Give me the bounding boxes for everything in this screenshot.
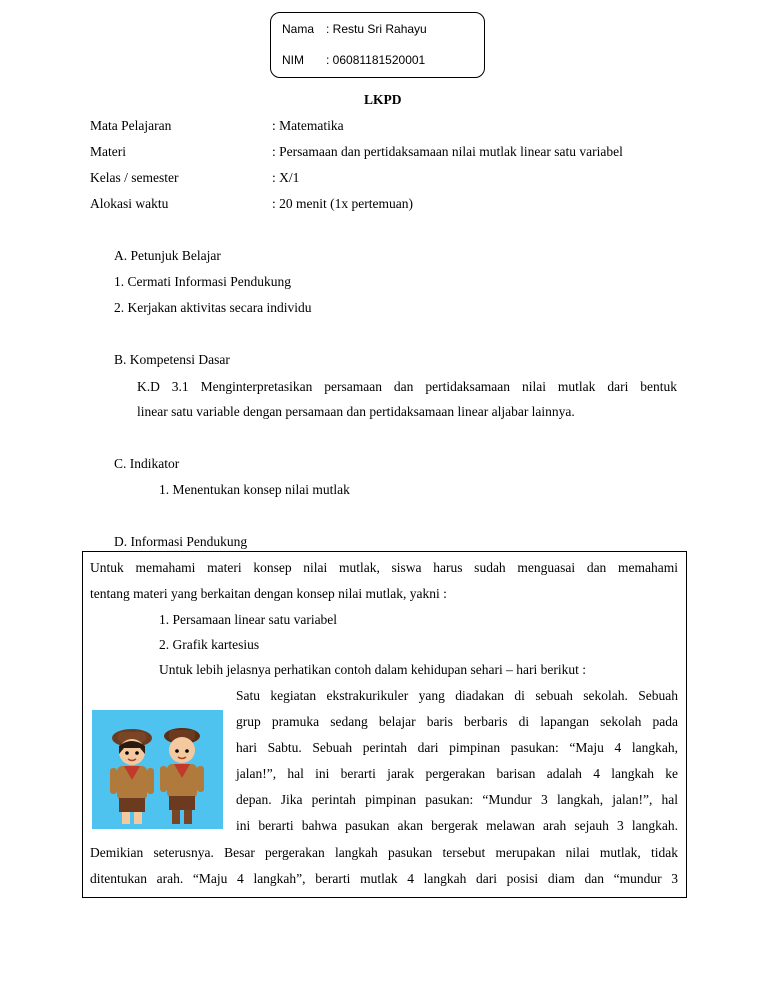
section-a-heading: A. Petunjuk Belajar — [114, 248, 221, 263]
section-b-line: linear satu variable dengan persamaan dan pertidaksamaan linear aljabar lainnya. — [137, 404, 575, 419]
name-label: Nama — [282, 22, 315, 36]
page-title: LKPD — [364, 92, 402, 107]
story-line: ditentukan arah. “Maju 4 langkah”, berarti mutlak 4 langkah dari posisi diam dan “mundur 3 — [90, 871, 678, 886]
story-line: Satu kegiatan ekstrakurikuler yang diadakan di sebuah sekolah. Sebuah — [236, 688, 678, 703]
story-line: Demikian seterusnya. Besar pergerakan langkah pasukan tersebut merupakan nilai mutlak, tidak — [90, 845, 678, 860]
section-b-heading: B. Kompetensi Dasar — [114, 352, 230, 367]
info-list-item: 2. Grafik kartesius — [159, 637, 260, 652]
meta-label-class: Kelas / semester — [90, 170, 179, 185]
section-d-heading: D. Informasi Pendukung — [114, 534, 248, 549]
nim-value: : 06081181520001 — [326, 53, 426, 67]
meta-value-subject: : Matematika — [272, 118, 344, 133]
identity-box — [270, 12, 485, 78]
section-c-item: 1. Menentukan konsep nilai mutlak — [159, 482, 350, 497]
section-c-heading: C. Indikator — [114, 456, 180, 471]
info-line: tentang materi yang berkaitan dengan konsep nilai mutlak, yakni : — [90, 586, 447, 601]
meta-value-time: : 20 menit (1x pertemuan) — [272, 196, 413, 211]
story-line: ini berarti bahwa pasukan akan bergerak melawan arah sejauh 3 langkah. — [236, 818, 678, 833]
nim-label: NIM — [282, 53, 304, 67]
story-line: hari Sabtu. Sebuah perintah dari pimpinan pasukan: “Maju 4 langkah, — [236, 740, 678, 755]
story-line: grup pramuka sedang belajar baris berbaris di lapangan sekolah pada — [236, 714, 678, 729]
scouts-illustration — [92, 710, 223, 829]
example-intro: Untuk lebih jelasnya perhatikan contoh dalam kehidupan sehari – hari berikut : — [159, 662, 586, 677]
section-a-item: 1. Cermati Informasi Pendukung — [114, 274, 291, 289]
meta-label-subject: Mata Pelajaran — [90, 118, 172, 133]
name-value: : Restu Sri Rahayu — [326, 22, 427, 36]
scouts-icon — [92, 710, 223, 829]
story-line: depan. Jika perintah pimpinan pasukan: “Mundur 3 langkah, jalan!”, hal — [236, 792, 678, 807]
meta-value-class: : X/1 — [272, 170, 300, 185]
meta-label-material: Materi — [90, 144, 126, 159]
info-list-item: 1. Persamaan linear satu variabel — [159, 612, 338, 627]
section-a-item: 2. Kerjakan aktivitas secara individu — [114, 300, 312, 315]
section-b-line: K.D 3.1 Menginterpretasikan persamaan dan pertidaksamaan nilai mutlak dari bentuk — [137, 379, 677, 394]
meta-value-material: : Persamaan dan pertidaksamaan nilai mutlak linear satu variabel — [272, 144, 623, 159]
story-line: jalan!”, hal ini berarti jarak pergerakan barisan adalah 4 langkah ke — [236, 766, 678, 781]
info-line: Untuk memahami materi konsep nilai mutlak, siswa harus sudah menguasai dan memahami — [90, 560, 678, 575]
meta-label-time: Alokasi waktu — [90, 196, 169, 211]
